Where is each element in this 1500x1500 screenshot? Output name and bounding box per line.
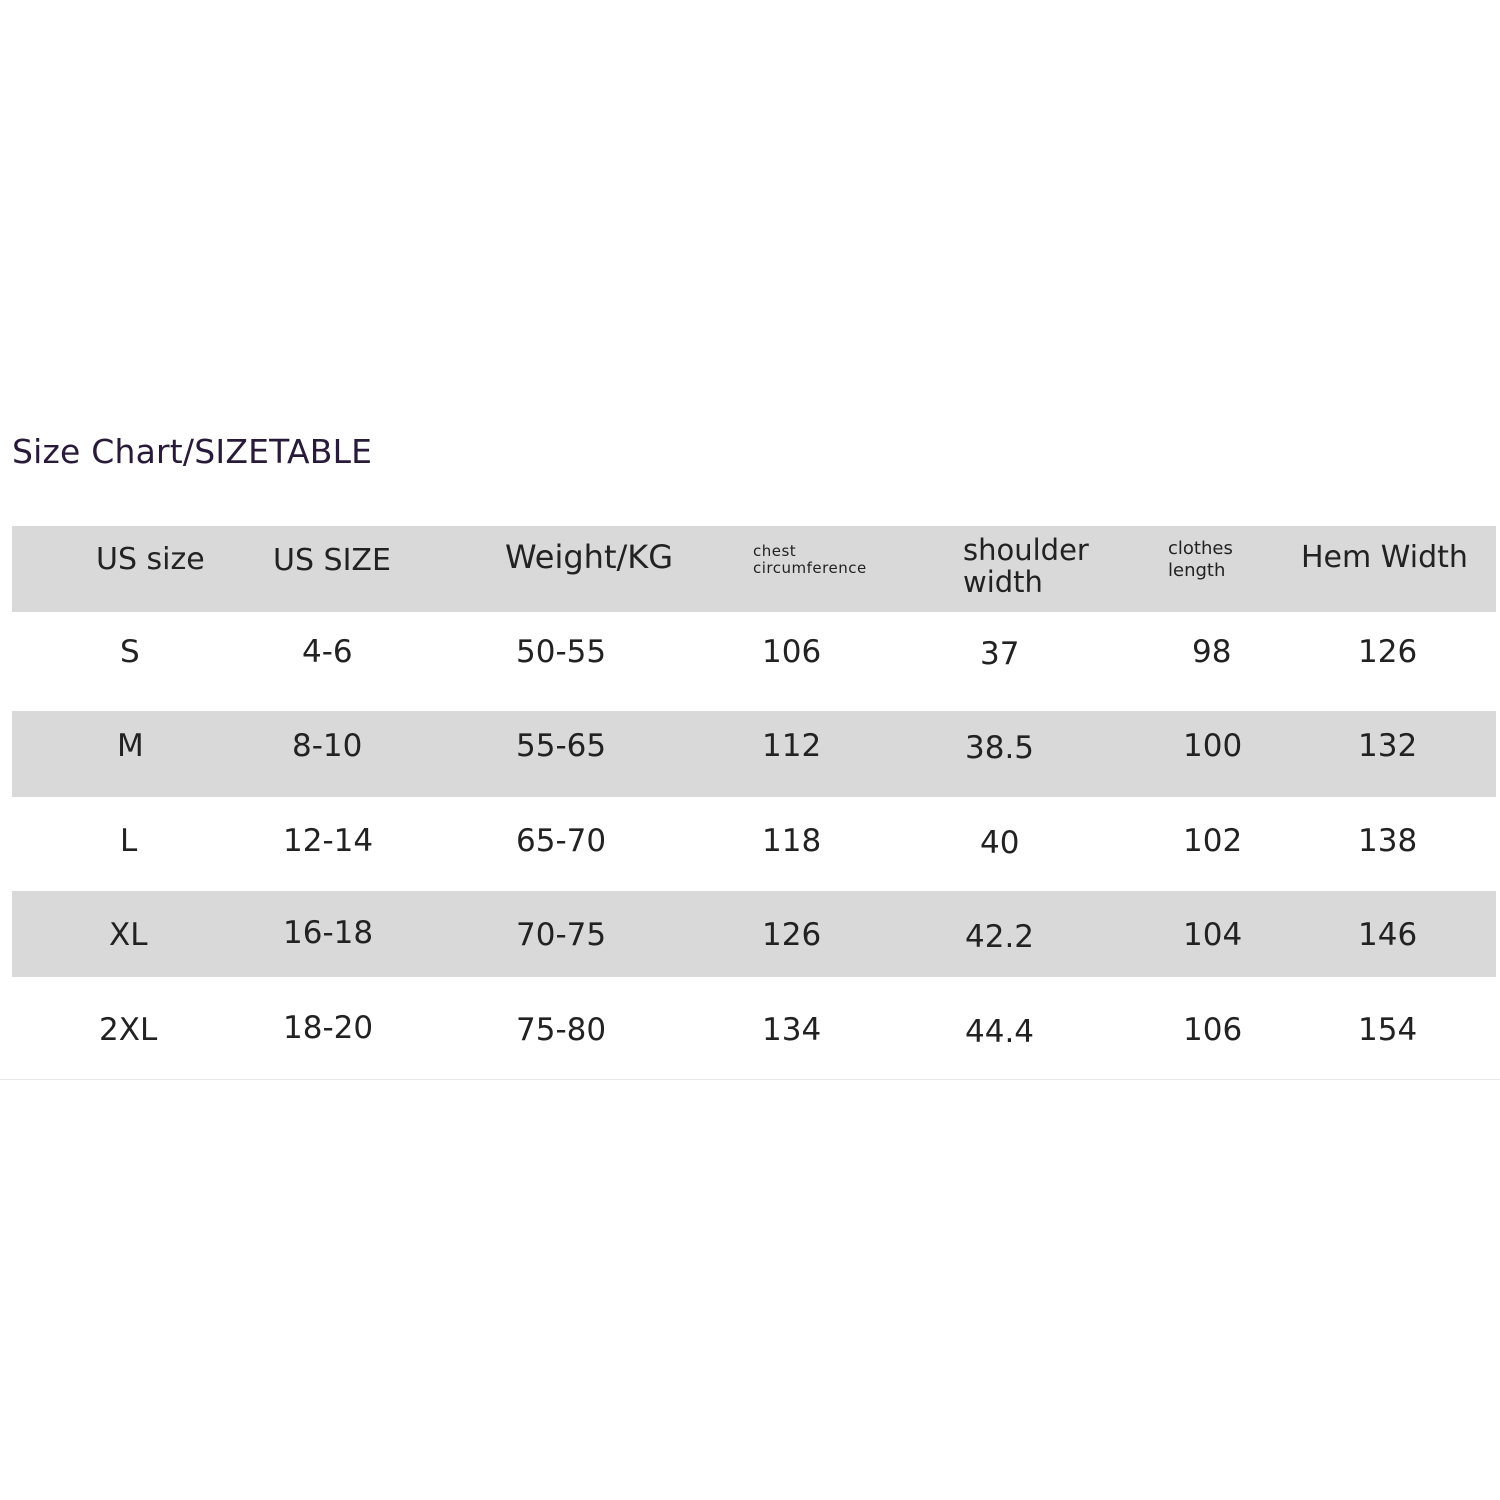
- row-band-xl: [12, 891, 1496, 977]
- cell-chest: 106: [762, 634, 822, 670]
- page-title: Size Chart/SIZETABLE: [12, 432, 373, 471]
- cell-chest: 112: [762, 728, 822, 764]
- header-weight: Weight/KG: [505, 538, 674, 576]
- cell-weight: 65-70: [516, 823, 607, 859]
- cell-hem: 126: [1358, 634, 1418, 670]
- cell-us-size: 8-10: [292, 728, 363, 764]
- cell-size: M: [117, 728, 144, 764]
- cell-us-size: 16-18: [283, 915, 374, 951]
- cell-length: 98: [1192, 634, 1232, 670]
- cell-shoulder: 38.5: [965, 730, 1035, 766]
- header-chest-circumference: [753, 543, 867, 578]
- cell-hem: 154: [1358, 1012, 1418, 1048]
- cell-hem: 132: [1358, 728, 1418, 764]
- header-us-size-upper: US SIZE: [273, 543, 391, 578]
- cell-shoulder: 40: [980, 825, 1020, 861]
- cell-chest: 134: [762, 1012, 822, 1048]
- cell-chest: 126: [762, 917, 822, 953]
- header-shoulder-line2: width: [963, 564, 1043, 599]
- row-band-m: [12, 711, 1496, 797]
- cell-shoulder: 37: [980, 636, 1020, 672]
- cell-length: 102: [1183, 823, 1243, 859]
- cell-size: 2XL: [99, 1012, 158, 1048]
- header-clothes-length: [1168, 538, 1233, 581]
- cell-weight: 55-65: [516, 728, 607, 764]
- header-chest-line2: circumference: [753, 559, 867, 578]
- header-clothes-line1: clothes: [1168, 538, 1233, 559]
- cell-shoulder: 42.2: [965, 919, 1035, 955]
- cell-weight: 50-55: [516, 634, 607, 670]
- header-shoulder-line1: shoulder: [963, 533, 1089, 567]
- cell-length: 104: [1183, 917, 1243, 953]
- header-shoulder-width: [963, 535, 1089, 599]
- header-clothes-line2: length: [1168, 559, 1226, 581]
- cell-hem: 146: [1358, 917, 1418, 953]
- header-us-size-lower: US size: [96, 542, 205, 577]
- cell-weight: 70-75: [516, 917, 607, 953]
- cell-size: XL: [109, 917, 148, 953]
- cell-shoulder: 44.4: [965, 1014, 1035, 1050]
- cell-us-size: 18-20: [283, 1010, 374, 1046]
- table-bottom-divider: [0, 1079, 1500, 1080]
- cell-size: L: [120, 823, 138, 859]
- cell-length: 100: [1183, 728, 1243, 764]
- cell-weight: 75-80: [516, 1012, 607, 1048]
- cell-length: 106: [1183, 1012, 1243, 1048]
- header-hem-width: Hem Width: [1301, 540, 1468, 575]
- cell-chest: 118: [762, 823, 822, 859]
- cell-size: S: [120, 634, 140, 670]
- cell-hem: 138: [1358, 823, 1418, 859]
- cell-us-size: 4-6: [302, 634, 353, 670]
- cell-us-size: 12-14: [283, 823, 374, 859]
- header-chest-line1: chest: [753, 542, 797, 560]
